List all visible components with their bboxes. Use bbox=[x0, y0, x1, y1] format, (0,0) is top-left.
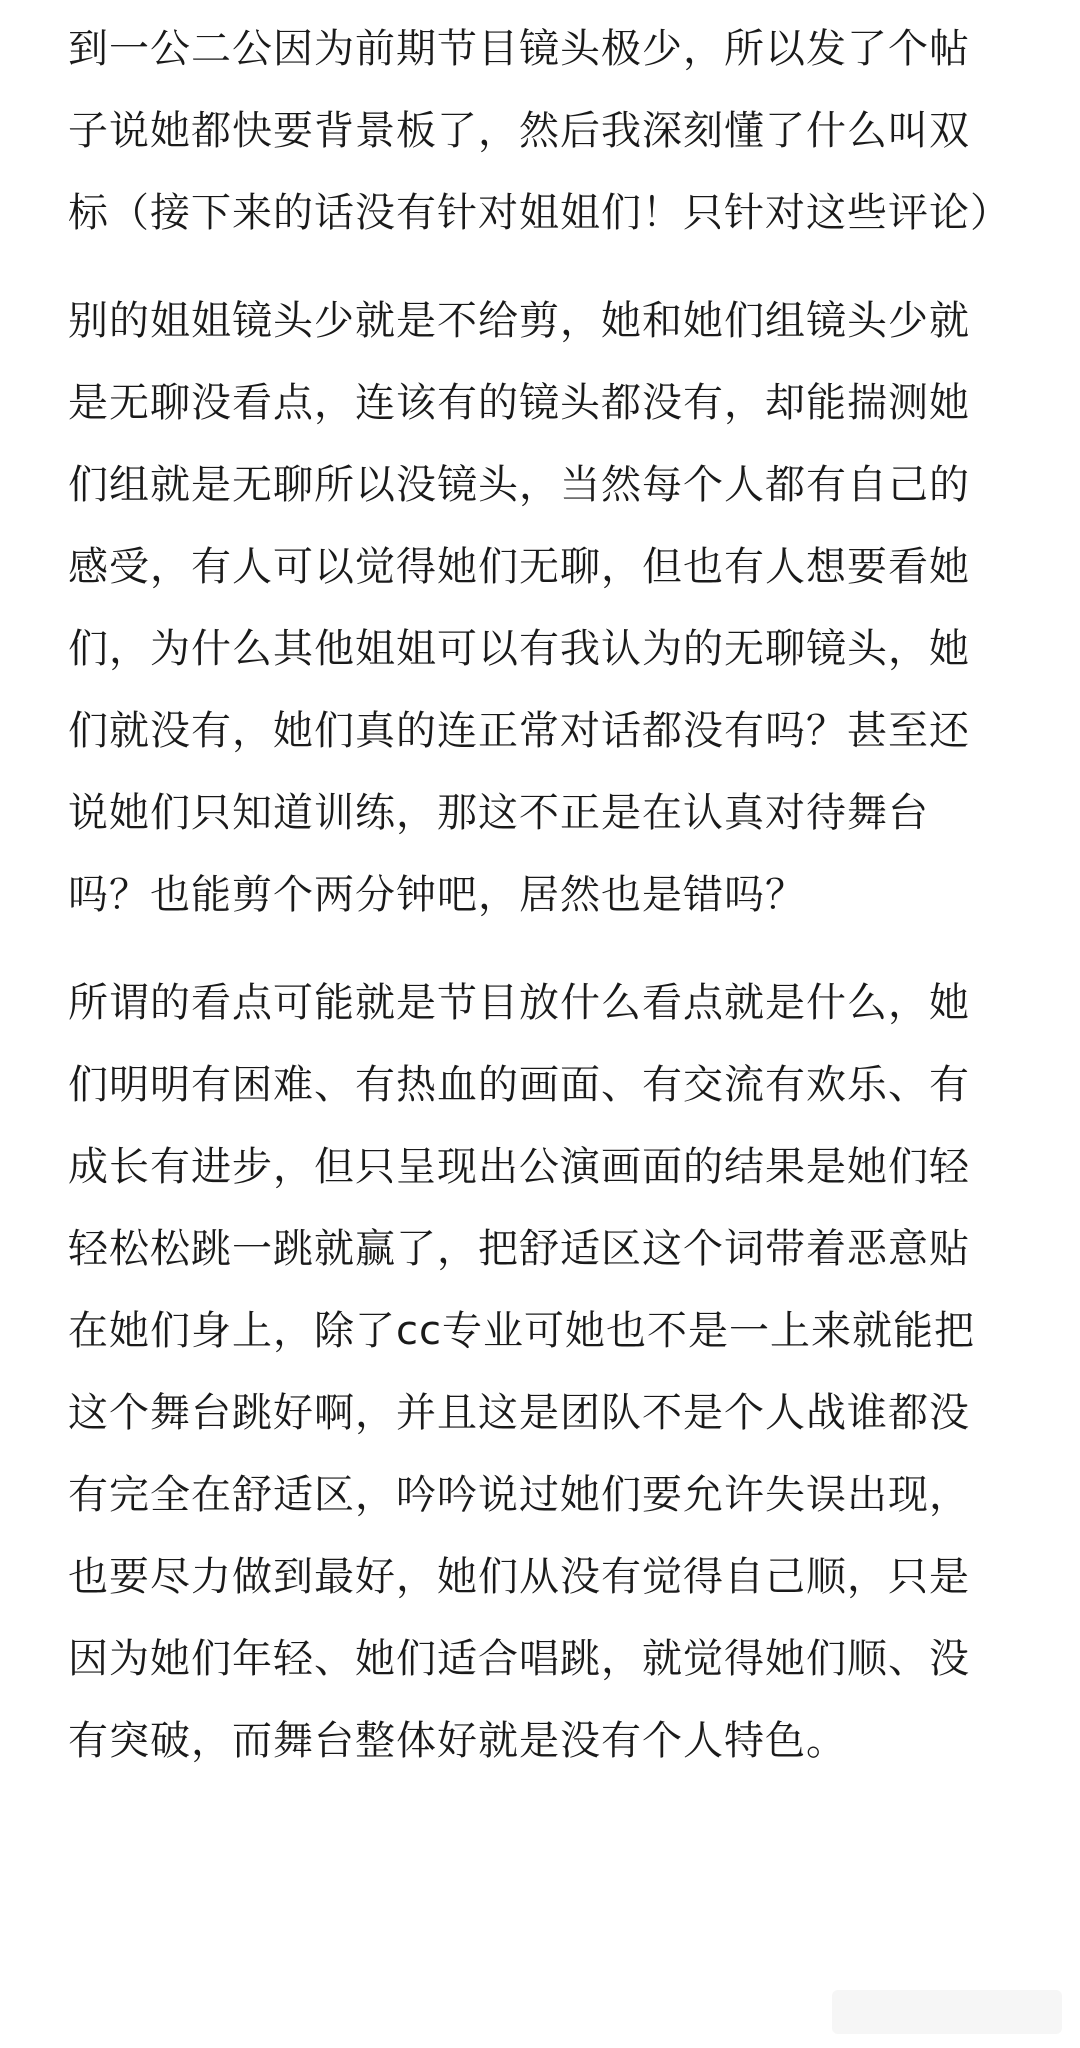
paragraph-1: 到一公二公因为前期节目镜头极少，所以发了个帖子说她都快要背景板了，然后我深刻懂了什么叫双标（接下来的话没有针对姐姐们！只针对这些评论） bbox=[68, 26, 1011, 236]
article-body bbox=[68, 0, 1011, 1782]
paragraph-3: 所谓的看点可能就是节目放什么看点就是什么，她们明明有困难、有热血的画面、有交流有欢乐、有成长有进步，但只呈现出公演画面的结果是她们轻轻松松跳一跳就赢了，把舒适区这个词带着恶意贴在她们身上，除了cc专业可她也不是一上来就能把这个舞台跳好啊，并且这是团队不是个人战谁都没有完全在舒适区，吟吟说过她们要允许失误出现，也要尽力做到最好，她们从没有觉得自己顺，只是因为她们年轻、她们适合唱跳，就觉得她们顺、没有突破，而舞台整体好就是没有个人特色。 bbox=[68, 980, 975, 1764]
paragraph-2: 别的姐姐镜头少就是不给剪，她和她们组镜头少就是无聊没看点，连该有的镜头都没有，却能揣测她们组就是无聊所以没镜头，当然每个人都有自己的感受，有人可以觉得她们无聊，但也有人想要看她们，为什么其他姐姐可以有我认为的无聊镜头，她们就没有，她们真的连正常对话都没有吗？甚至还说她们只知道训练，那这不正是在认真对待舞台吗？也能剪个两分钟吧，居然也是错吗？ bbox=[68, 298, 970, 918]
watermark bbox=[832, 1990, 1062, 2034]
